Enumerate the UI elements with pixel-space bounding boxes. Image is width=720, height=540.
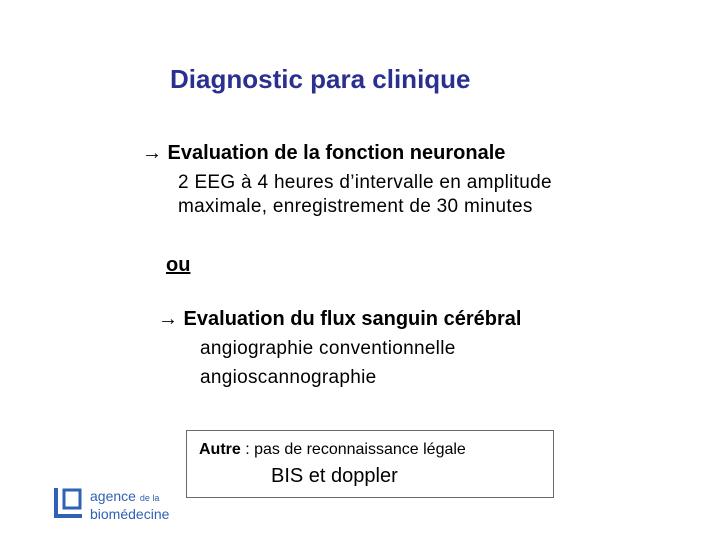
logo-mark-icon [50,486,86,524]
note-label: Autre [199,441,241,458]
logo-text [90,488,169,522]
note-box [186,430,554,498]
section2-heading: → Evaluation du flux sanguin cérébral [158,308,522,330]
note-line-1 [199,441,466,459]
note-text: : pas de reconnaissance légale [240,441,466,458]
logo-line-1: agence [90,488,136,504]
logo-line-1-small: de la [139,493,160,503]
section1-heading: → Evaluation de la fonction neuronale [142,142,506,164]
section2-line-2: angioscannographie [200,367,377,388]
slide-title: Diagnostic para clinique [170,64,471,94]
agence-biomedecine-logo [50,486,180,526]
section1-line-2: maximale, enregistrement de 30 minutes [178,196,533,217]
note-line-2: BIS et doppler [271,465,398,487]
section2-line-1: angiographie conventionnelle [200,338,456,359]
separator-ou: ou [166,254,191,276]
section1-line-1: 2 EEG à 4 heures d’intervalle en amplitude [178,172,552,193]
logo-line-2: biomédecine [90,506,170,522]
